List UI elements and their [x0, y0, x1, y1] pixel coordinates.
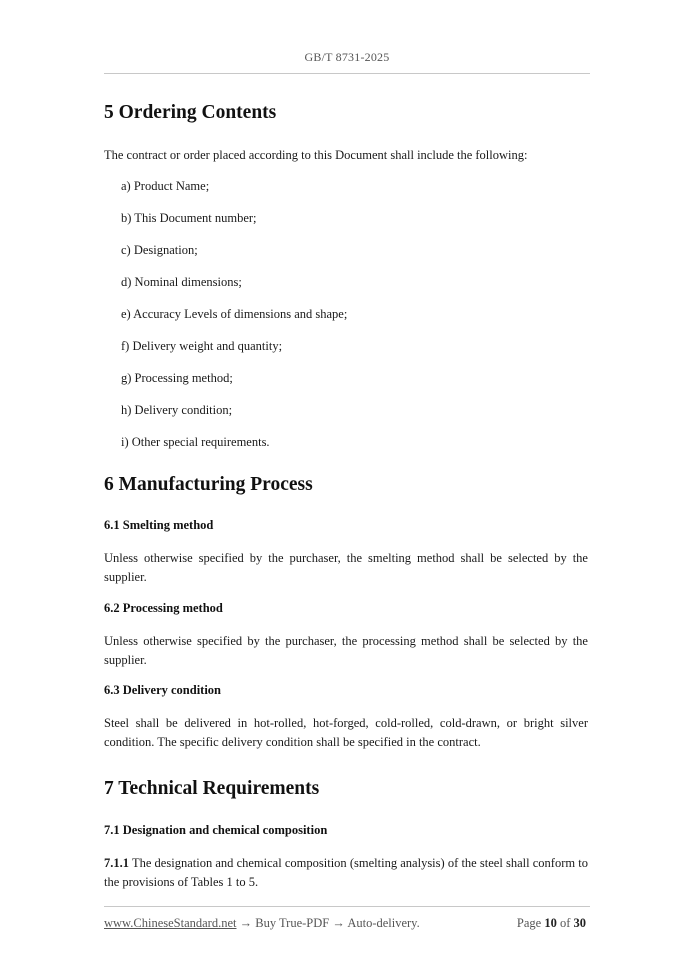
page-header: GB/T 8731-2025: [304, 50, 390, 64]
section-5-intro: The contract or order placed according to this Document shall include the following:: [104, 148, 528, 162]
chinesestandard-link[interactable]: www.ChineseStandard.net: [104, 916, 237, 930]
list-item: d) Nominal dimensions;: [121, 275, 242, 289]
section-6-2-text: Unless otherwise specified by the purchaser, the processing method shall be selected by the supplier.: [104, 634, 588, 667]
list-item: c) Designation;: [121, 243, 198, 257]
section-6-3-text: Steel shall be delivered in hot-rolled, hot-forged, cold-rolled, cold-drawn, or bright silver condition. The specific delivery condition shall be specified in the contract.: [104, 716, 588, 749]
auto-delivery-text: Auto-delivery.: [347, 916, 420, 930]
section-6-1-text: Unless otherwise specified by the purchaser, the smelting method shall be selected by the supplier.: [104, 551, 588, 584]
footer-promo: [104, 916, 420, 931]
section-7-heading: 7 Technical Requirements: [104, 778, 320, 799]
ordering-contents-list: [121, 170, 347, 458]
page-total: 30: [573, 916, 586, 930]
clause-number: 7.1.1: [104, 856, 129, 870]
list-item: g) Processing method;: [121, 371, 233, 385]
arrow-right-icon: →: [329, 916, 348, 930]
page-label: Page: [516, 916, 542, 930]
list-item: i) Other special requirements.: [121, 435, 270, 449]
section-6-heading: 6 Manufacturing Process: [104, 474, 313, 495]
page-number: [517, 916, 586, 931]
list-item: b) This Document number;: [121, 211, 257, 225]
clause-text: The designation and chemical composition (smelting analysis) of the steel shall conform to the provisions of Tables 1 to 5.: [104, 856, 588, 889]
page-of-label: of: [559, 916, 571, 930]
list-item: e) Accuracy Levels of dimensions and shape;: [121, 307, 348, 321]
section-7-1-1-paragraph: [104, 854, 588, 892]
page-current: 10: [544, 916, 557, 930]
section-6-1-heading: 6.1 Smelting method: [104, 518, 214, 532]
header-divider: [104, 73, 590, 74]
section-5-heading: 5 Ordering Contents: [104, 102, 277, 123]
list-item: h) Delivery condition;: [121, 403, 233, 417]
section-6-3-heading: 6.3 Delivery condition: [104, 683, 222, 697]
list-item: f) Delivery weight and quantity;: [121, 339, 283, 353]
buy-true-pdf-text: Buy True-PDF: [255, 916, 330, 930]
arrow-right-icon: →: [236, 916, 256, 930]
section-6-2-heading: 6.2 Processing method: [104, 601, 223, 615]
section-7-1-heading: 7.1 Designation and chemical composition: [104, 823, 328, 837]
list-item: a) Product Name;: [121, 179, 210, 193]
footer-divider: [104, 906, 590, 907]
